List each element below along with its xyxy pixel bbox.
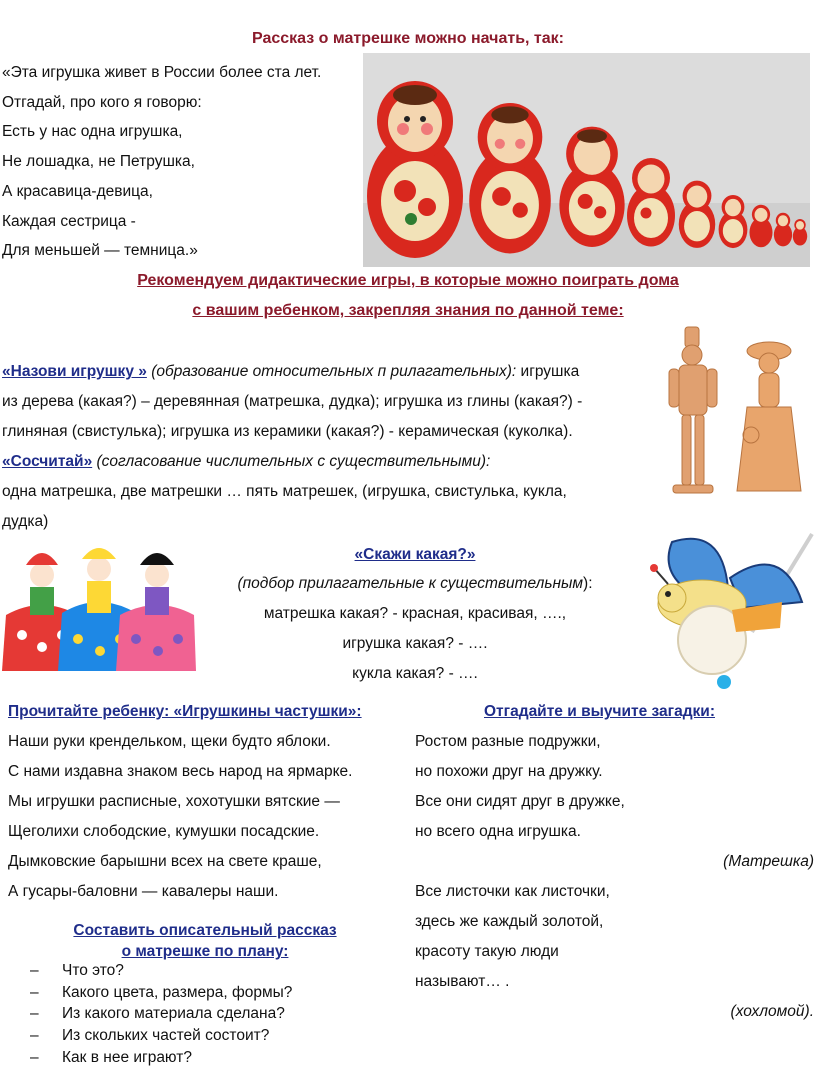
matryoshka-dolls-image: [363, 53, 810, 267]
chastushki-title-text: Прочитайте ребенку: «Игрушкины частушки»:: [8, 703, 362, 720]
plan-title-line-2: о матрешке по плану:: [121, 943, 289, 960]
riddle-1: [415, 727, 625, 847]
matryoshka-doll: [367, 81, 463, 258]
poem-line: А красавица-девица,: [2, 182, 153, 200]
riddle-line: но всего одна игрушка.: [415, 823, 581, 840]
plan-item: – Что это?: [24, 960, 292, 982]
riddles-title: [484, 703, 715, 721]
riddle-1-answer: (Матрешка): [723, 853, 814, 870]
riddle-line: называют… .: [415, 973, 510, 990]
game-name-toy: [2, 357, 579, 387]
matryoshka-doll: [774, 213, 792, 247]
game3-line1: матрешка какая? - красная, красивая, ….,: [263, 605, 567, 622]
chastushka-line: Наши руки крендельком, щеки будто яблоки.: [8, 733, 331, 750]
poem-line: Для меньшей — темница.»: [2, 242, 198, 260]
plan-item: – Какого цвета, размера, формы?: [24, 982, 292, 1004]
dymkovo-toys-image: [2, 535, 196, 673]
butterfly-toy-image: [632, 532, 816, 692]
plan-item: – Как в нее играют?: [24, 1047, 292, 1069]
recommend-line-2: с вашим ребенком, закрепляя знания по данной теме:: [192, 302, 624, 319]
riddle-line: Все листочки как листочки,: [415, 883, 610, 900]
plan-item: – Из скольких частей состоит?: [24, 1025, 292, 1047]
poem: [2, 58, 321, 266]
game3-title: [200, 540, 630, 570]
page-title: Рассказ о матрешке можно начать, так:: [252, 30, 564, 47]
game1-line1-rest: игрушка: [516, 363, 580, 380]
poem-line: «Эта игрушка живет в России более ста лет.: [2, 64, 322, 81]
game1-line2: из дерева (какая?) – деревянная (матрешка, дудка); игрушка из глины (какая?) -: [2, 393, 583, 410]
riddle-line: здесь же каждый золотой,: [415, 913, 604, 930]
chastushki-lines: [8, 727, 352, 907]
chastushka-line: А гусары-баловни — кавалеры наши.: [8, 883, 279, 900]
matryoshka-doll: [559, 127, 624, 247]
game3-title-text: «Скажи какая?»: [354, 546, 476, 563]
riddle-line: Все они сидят друг в дружке,: [415, 793, 625, 810]
poem-line: Отгадай, про кого я говорю:: [2, 93, 202, 111]
recommend-line-1: Рекомендуем дидактические игры, в которые можно поиграть дома: [137, 272, 679, 289]
riddle-line: красоту такую люди: [415, 943, 559, 960]
game3-note-end: ):: [583, 575, 593, 592]
game1-title: «Назови игрушку »: [2, 363, 147, 380]
chastushki-title: [8, 703, 362, 721]
chastushka-line: Мы игрушки расписные, хохотушки вятские —: [8, 793, 340, 810]
clay-figures-image: [655, 323, 816, 503]
game2-line2: дудка): [2, 513, 49, 530]
plan-item: – Из какого материала сделана?: [24, 1003, 292, 1025]
poem-line: Есть у нас одна игрушка,: [2, 123, 183, 141]
matryoshka-doll: [679, 181, 715, 248]
game2-line1: одна матрешка, две матрешки … пять матрешек, (игрушка, свистулька, кукла,: [2, 483, 567, 500]
matryoshka-doll: [719, 195, 748, 248]
chastushka-line: Дымковские барышни всех на свете краше,: [8, 853, 322, 870]
game2-note: (согласование числительных с существительными):: [92, 453, 491, 470]
game3-line2: игрушка какая? - ….: [342, 635, 488, 652]
riddle-2-answer: (хохломой).: [730, 1003, 814, 1020]
chastushka-line: Щеголихи слободские, кумушки посадские.: [8, 823, 320, 840]
game-count: [2, 447, 490, 477]
game1-line3: глиняная (свистулька); игрушка из керамики (какая?) - керамическая (куколка).: [2, 423, 573, 440]
game3-note: [200, 569, 630, 599]
game2-title: «Сосчитай»: [2, 453, 93, 470]
riddle-line: но похожи друг на дружку.: [415, 763, 603, 780]
plan-title: [30, 920, 380, 962]
matryoshka-doll: [749, 205, 772, 247]
riddle-line: Ростом разные подружки,: [415, 733, 601, 750]
matryoshka-doll: [793, 219, 807, 246]
poem-line: Каждая сестрица -: [2, 212, 136, 230]
riddles-title-text: Отгадайте и выучите загадки:: [484, 703, 715, 720]
matryoshka-doll: [469, 103, 551, 253]
game1-note: (образование относительных п рилагательных):: [151, 363, 517, 380]
game3-note-text: (подбор прилагательные к существительным: [237, 575, 584, 592]
plan-title-line-1: Составить описательный рассказ: [73, 922, 337, 939]
riddle-2: [415, 877, 610, 997]
matryoshka-doll: [627, 158, 675, 247]
chastushka-line: С нами издавна знаком весь народ на ярмарке.: [8, 763, 353, 780]
poem-line: Не лошадка, не Петрушка,: [2, 153, 195, 171]
game3-line3: кукла какая? - ….: [352, 665, 478, 682]
plan-list: [24, 960, 292, 1069]
